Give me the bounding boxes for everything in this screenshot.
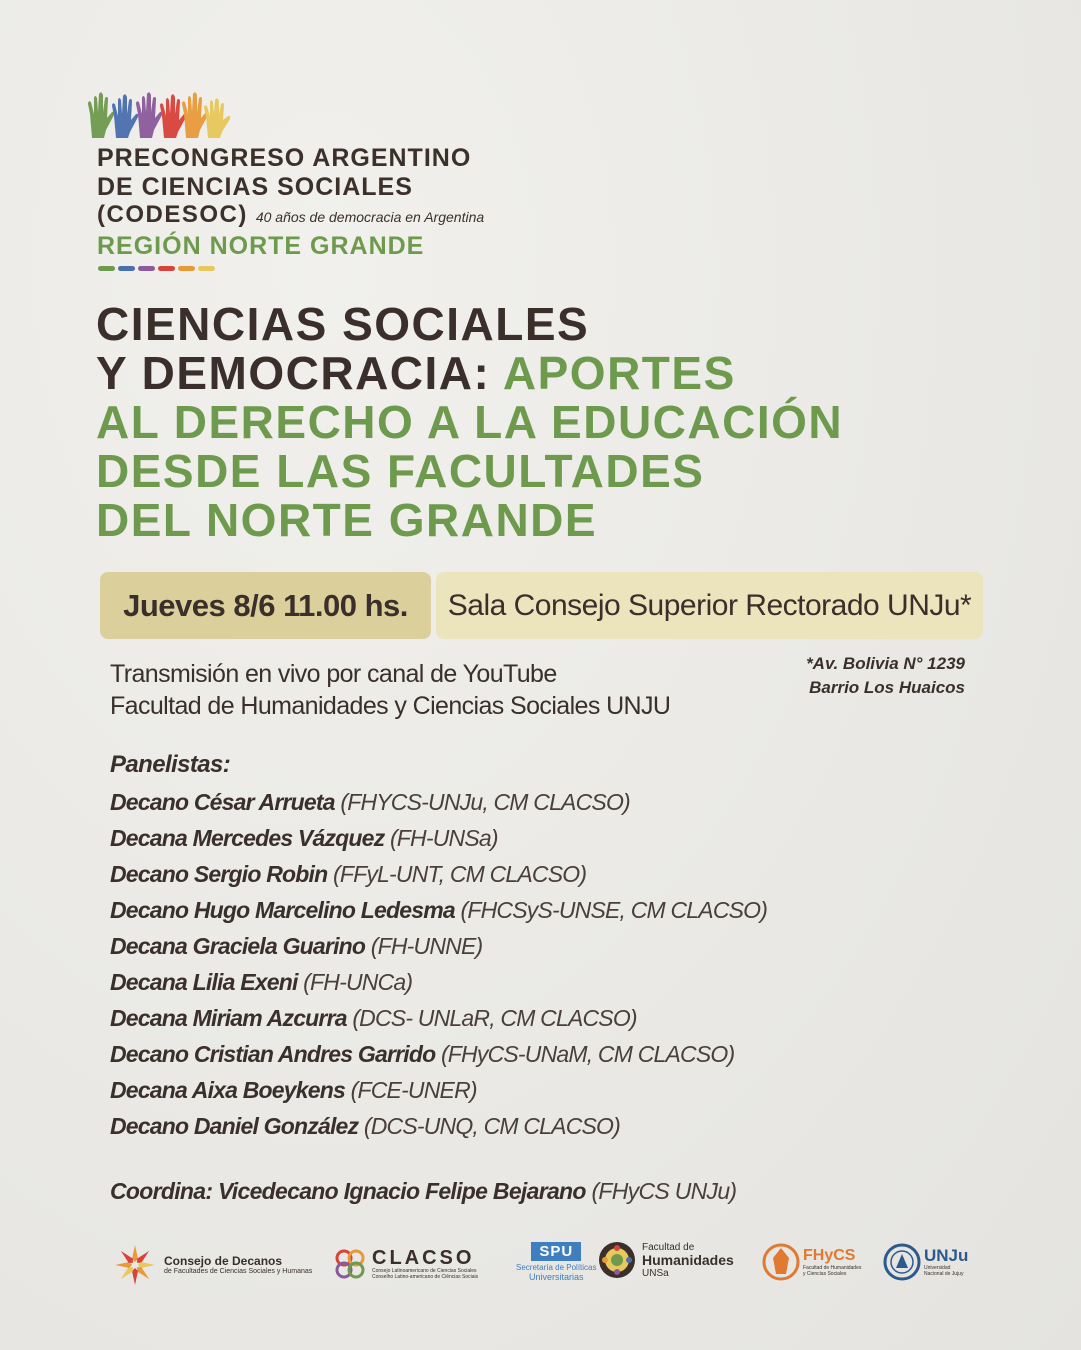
fhycs-sub1: Facultad de Humanidades [803,1265,862,1271]
color-bar [98,266,115,271]
panelist-item [110,892,1010,928]
coordination-label: Coordina: [110,1178,213,1204]
panelist-name: Decano César Arrueta [110,789,335,815]
color-bar [198,266,215,271]
panelist-affiliation: (FHCSyS-UNSE, CM CLACSO) [454,897,768,923]
headline-line2 [96,349,843,398]
venue-box [436,572,983,639]
panelist-name: Decana Aixa Boeykens [110,1077,346,1103]
panelist-name: Decana Mercedes Vázquez [110,825,385,851]
clacso-logo [332,1246,478,1282]
clacso-knot-icon [332,1246,368,1282]
unsa-l2: Humanidades [642,1251,734,1268]
address-line1: *Av. Bolivia N° 1239 [806,654,965,673]
unju-sub1: Universidad [924,1265,951,1271]
region-title: REGIÓN NORTE GRANDE [97,232,425,260]
panelist-name: Decana Miriam Azcurra [110,1005,347,1031]
panelist-item [110,1036,1010,1072]
panelist-affiliation: (DCS- UNLaR, CM CLACSO) [346,1005,637,1031]
consejo-title: Consejo de Decanos [164,1254,283,1268]
congress-title-line2: DE CIENCIAS SOCIALES [97,173,413,201]
clacso-sub1: Consejo Latinoamericano de Ciencias Sociales [372,1268,477,1274]
panelist-item [110,1000,1010,1036]
panelist-name: Decano Cristian Andres Garrido [110,1041,436,1067]
panelist-item [110,856,1010,892]
panelists-title: Panelistas: [110,751,231,778]
headline-line2-green: APORTES [502,347,736,399]
stream-line2: Facultad de Humanidades y Ciencias Sociales UNJU [110,692,671,720]
color-bar [118,266,135,271]
congress-title-line1: PRECONGRESO ARGENTINO [97,144,472,172]
panelist-name: Decano Sergio Robin [110,861,328,887]
unsa-l1: Facultad de [642,1241,695,1253]
unju-seal-icon [883,1240,921,1284]
panelist-item [110,928,1010,964]
coordination [110,1178,736,1205]
panelist-name: Decana Lilia Exeni [110,969,298,995]
headline-line2-dark: Y DEMOCRACIA: [96,347,503,399]
address-line2: Barrio Los Huaicos [809,678,965,697]
codesoc-tagline: 40 años de democracia en Argentina [255,209,485,225]
colored-hands-logo [86,86,236,140]
headline [96,300,843,545]
stream-info [110,658,670,722]
unsa-l3: UNSa [642,1267,669,1279]
unsa-humanidades-logo [597,1240,734,1280]
clacso-title: CLACSO [372,1247,475,1269]
unsa-emblem-icon [597,1240,637,1280]
panelist-affiliation: (FHyCS-UNaM, CM CLACSO) [435,1041,735,1067]
codesoc-acronym: (CODESOC) [97,201,248,228]
congress-title [97,144,471,202]
fhycs-sub2: y Ciencias Sociales [803,1271,847,1277]
panelist-item [110,820,1010,856]
panelist-affiliation: (FCE-UNER) [345,1077,477,1103]
sponsor-logos [110,1236,980,1296]
panelist-affiliation: (FH-UNNE) [365,933,483,959]
sun-icon [112,1242,158,1288]
headline-line1: CIENCIAS SOCIALES [96,298,590,350]
fhycs-shield-icon [762,1240,800,1284]
codesoc-row [97,201,484,229]
unju-sub2: Nacional de Jujuy [924,1271,964,1277]
headline-line5: DEL NORTE GRANDE [96,494,598,546]
panelist-affiliation: (FH-UNCa) [297,969,413,995]
panelist-item [110,964,1010,1000]
consejo-decanos-logo [112,1242,312,1288]
fhycs-title: FHyCS [803,1247,856,1264]
panelist-name: Decano Daniel González [110,1113,359,1139]
panelist-affiliation: (FH-UNSa) [384,825,498,851]
event-date: Jueves 8/6 11.00 hs. [123,587,408,623]
spu-sub2: Universitarias [528,1272,584,1282]
unju-logo [883,1240,968,1284]
color-bars [98,266,215,271]
panelist-item [110,1072,1010,1108]
address [806,652,965,700]
panelist-affiliation: (DCS-UNQ, CM CLACSO) [358,1113,621,1139]
panelist-affiliation: (FFyL-UNT, CM CLACSO) [327,861,587,887]
panelist-item [110,1108,1010,1144]
color-bar [138,266,155,271]
spu-logo [516,1242,596,1282]
panelist-item [110,784,1010,820]
panelist-affiliation: (FHYCS-UNJu, CM CLACSO) [334,789,630,815]
color-bar [158,266,175,271]
panelists-section [110,748,1010,1144]
coordinator-affiliation: (FHyCS UNJu) [585,1178,737,1204]
color-bar [178,266,195,271]
spu-sub1: Secretaría de Políticas [516,1263,597,1272]
spu-title: SPU [531,1242,581,1261]
date-box [100,572,431,639]
headline-line3: AL DERECHO A LA EDUCACIÓN [96,396,844,448]
panelist-name: Decano Hugo Marcelino Ledesma [110,897,455,923]
event-venue: Sala Consejo Superior Rectorado UNJu* [447,588,972,622]
panelist-name: Decana Graciela Guarino [110,933,366,959]
consejo-subtitle: de Facultades de Ciencias Sociales y Humanas [164,1268,313,1275]
clacso-sub2: Conselho Latino-americano de Ciências Sociais [372,1274,479,1280]
unju-title: UNJu [924,1246,969,1265]
stream-line1: Transmisión en vivo por canal de YouTube [110,660,557,688]
headline-line4: DESDE LAS FACULTADES [96,445,705,497]
coordinator-name: Vicedecano Ignacio Felipe Bejarano [212,1178,586,1204]
fhycs-logo [762,1240,861,1284]
